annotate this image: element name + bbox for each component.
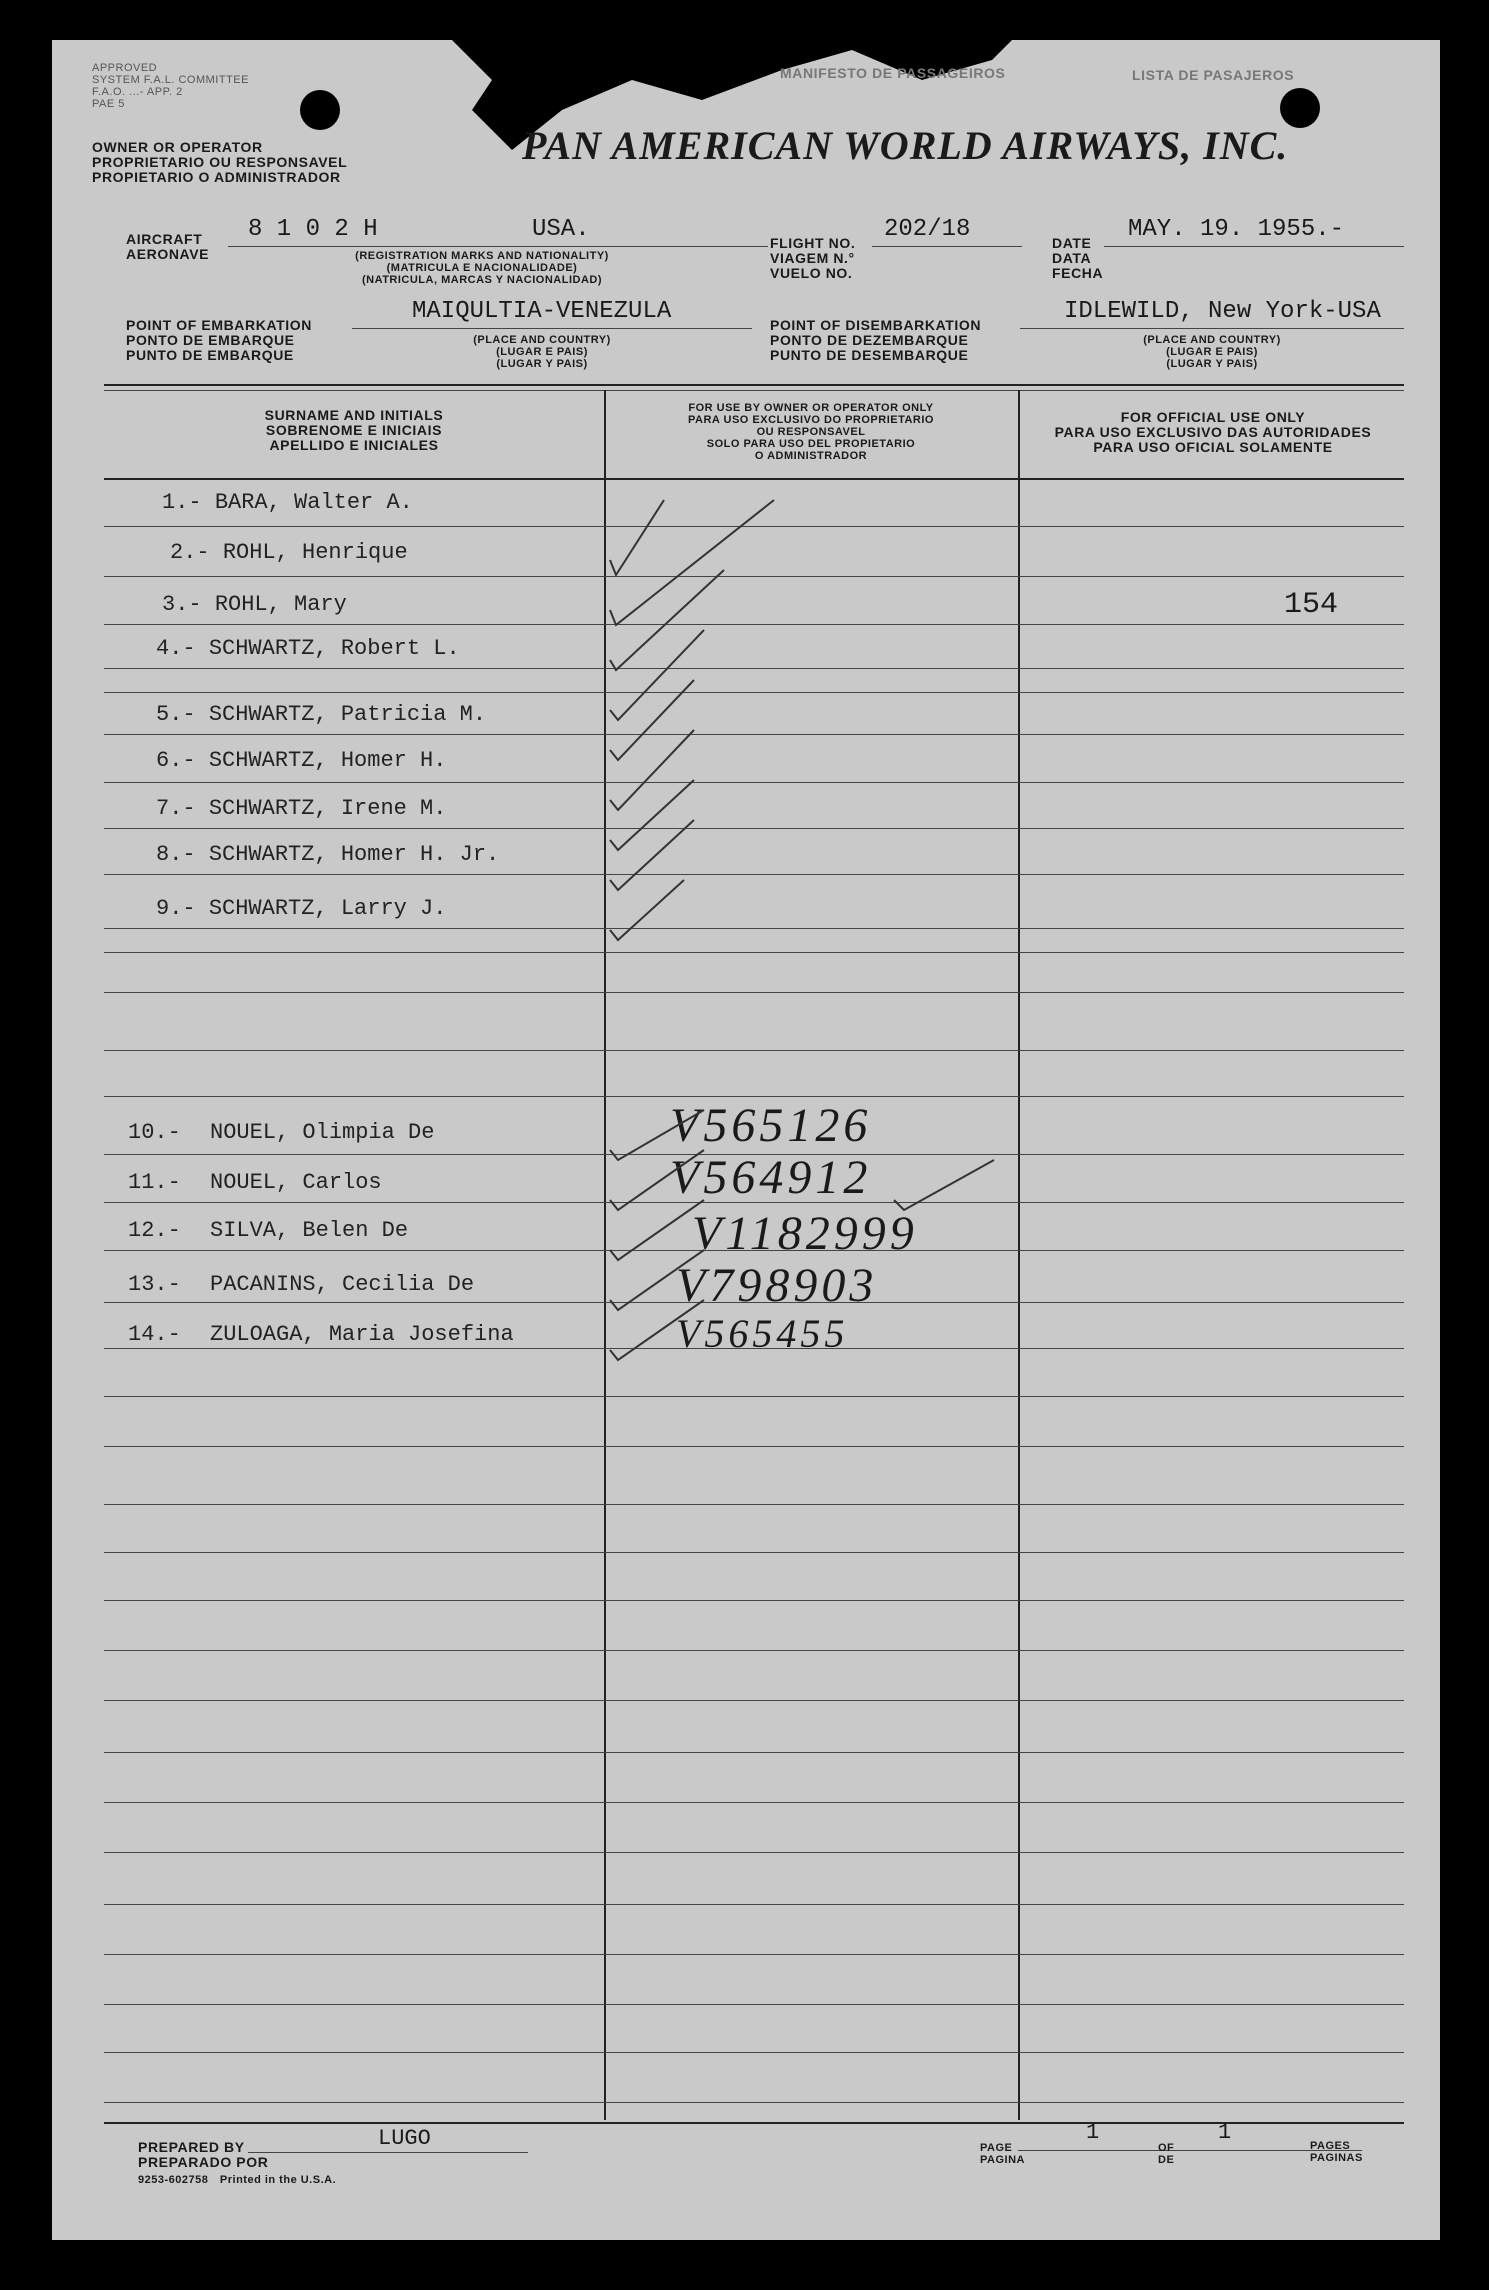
row-rule bbox=[104, 2004, 1404, 2005]
page-label: PAGE PAGINA bbox=[980, 2142, 1025, 2166]
check-mark bbox=[610, 680, 694, 760]
row-rule bbox=[104, 1802, 1404, 1803]
page-value: 1 bbox=[1086, 2120, 1100, 2145]
embark-value: MAIQULTIA-VENEZULA bbox=[412, 298, 672, 325]
passenger-name: ROHL, Mary bbox=[214, 592, 347, 617]
check-mark bbox=[610, 500, 664, 575]
form-number: 9253-602758 bbox=[138, 2174, 209, 2186]
check-marks bbox=[604, 480, 1024, 1400]
check-mark bbox=[610, 1110, 704, 1160]
passenger-number: 11.- bbox=[128, 1170, 181, 1195]
disembark-label: POINT OF DISEMBARKATION PONTO DE DEZEMBARQUE PUNTO DE DESEMBARQUE bbox=[770, 317, 982, 363]
embark-place-label: (PLACE AND COUNTRY) (LUGAR E PAIS) (LUGAR Y PAIS) bbox=[473, 334, 611, 370]
date-value: MAY. 19. 1955.- bbox=[1128, 216, 1345, 243]
official-note: 154 bbox=[1284, 588, 1339, 622]
passenger-number: 12.- bbox=[128, 1218, 181, 1243]
registration-label: (REGISTRATION MARKS AND NATIONALITY) (MATRICULA E NACIONALIDADE) (NATRICULA, MARCAS Y NACIONALIDAD) bbox=[355, 250, 609, 286]
manifest-sheet bbox=[52, 40, 1440, 2240]
owner-label: OWNER OR OPERATOR PROPRIETARIO OU RESPONSAVEL PROPIETARIO O ADMINISTRADOR bbox=[92, 139, 348, 185]
underline bbox=[248, 2152, 528, 2153]
prepared-label: PREPARED BY PREPARADO POR bbox=[138, 2139, 269, 2170]
check-mark bbox=[610, 880, 684, 940]
underline bbox=[872, 246, 1022, 247]
passenger-number: 14.- bbox=[128, 1322, 181, 1347]
row-rule bbox=[104, 1650, 1404, 1651]
date-label: DATE DATA FECHA bbox=[1052, 235, 1104, 281]
flight-label: FLIGHT NO. VIAGEM N.° VUELO NO. bbox=[770, 235, 856, 281]
passenger-number: 4.- bbox=[156, 636, 196, 661]
passenger-number: 2.- bbox=[170, 540, 210, 565]
table-top-rule bbox=[104, 390, 1404, 391]
of-value: 1 bbox=[1218, 2120, 1232, 2145]
row-rule bbox=[104, 1752, 1404, 1753]
passenger-name: NOUEL, Carlos bbox=[210, 1170, 382, 1195]
row-rule bbox=[104, 2102, 1404, 2103]
check-mark bbox=[610, 1250, 704, 1310]
check-mark bbox=[610, 1200, 704, 1260]
row-rule bbox=[104, 1904, 1404, 1905]
handwritten-document-number: V1182999 bbox=[692, 1207, 918, 1260]
underline bbox=[1104, 246, 1404, 247]
underline bbox=[228, 246, 768, 247]
handwritten-document-number: V565455 bbox=[676, 1311, 849, 1356]
company-name: PAN AMERICAN WORLD AIRWAYS, INC. bbox=[522, 123, 1289, 168]
disembark-value: IDLEWILD, New York-USA bbox=[1064, 298, 1381, 325]
passenger-number: 13.- bbox=[128, 1272, 181, 1297]
underline bbox=[1020, 328, 1404, 329]
embark-label: POINT OF EMBARKATION PONTO DE EMBARQUE PUNTO DE EMBARQUE bbox=[126, 317, 312, 363]
pages-label: PAGES PAGINAS bbox=[1310, 2140, 1363, 2164]
passenger-number: 9.- bbox=[156, 896, 196, 921]
title-pt: MANIFESTO DE PASSAGEIROS bbox=[780, 65, 1006, 81]
check-mark bbox=[610, 780, 694, 850]
handwritten-document-number: V564912 bbox=[670, 1151, 872, 1204]
underline bbox=[352, 328, 752, 329]
check-mark bbox=[610, 630, 704, 720]
flight-value: 202/18 bbox=[884, 216, 971, 243]
passenger-name: SCHWARTZ, Homer H. Jr. bbox=[208, 842, 500, 867]
passenger-number: 5.- bbox=[156, 702, 196, 727]
approval-block: APPROVED SYSTEM F.A.L. COMMITTEE F.A.O. ...- APP. 2 PAE 5 bbox=[92, 62, 249, 110]
table-top-rule bbox=[104, 384, 1404, 386]
passenger-name: SCHWARTZ, Robert L. bbox=[208, 636, 460, 661]
row-rule bbox=[104, 2052, 1404, 2053]
passenger-name: SCHWARTZ, Irene M. bbox=[208, 796, 447, 821]
passenger-name: ZULOAGA, Maria Josefina bbox=[210, 1322, 514, 1347]
passenger-number: 10.- bbox=[128, 1120, 181, 1145]
passenger-name: ROHL, Henrique bbox=[222, 540, 408, 565]
check-mark bbox=[610, 500, 774, 625]
check-mark bbox=[894, 1160, 994, 1210]
row-rule bbox=[104, 1954, 1404, 1955]
passenger-name: SCHWARTZ, Larry J. bbox=[208, 896, 447, 921]
check-mark bbox=[610, 1300, 704, 1360]
passenger-number: 8.- bbox=[156, 842, 196, 867]
passenger-name: SCHWARTZ, Homer H. bbox=[208, 748, 447, 773]
handwritten-document-number: V798903 bbox=[676, 1259, 878, 1312]
row-rule bbox=[104, 1446, 1404, 1447]
prepared-value: LUGO bbox=[378, 2126, 431, 2151]
of-label: OF DE bbox=[1158, 2142, 1175, 2166]
col2-header: FOR USE BY OWNER OR OPERATOR ONLY PARA USO EXCLUSIVO DO PROPRIETARIO OU RESPONSAVEL SOLO PARA USO DEL PROPIETARIO O ADMINISTRADOR bbox=[688, 402, 934, 462]
check-mark bbox=[610, 820, 694, 890]
disembark-place-label: (PLACE AND COUNTRY) (LUGAR E PAIS) (LUGAR Y PAIS) bbox=[1143, 334, 1281, 370]
aircraft-label: AIRCRAFT AERONAVE bbox=[126, 231, 210, 262]
col3-header: FOR OFFICIAL USE ONLY PARA USO EXCLUSIVO DAS AUTORIDADES PARA USO OFICIAL SOLAMENTE bbox=[1054, 409, 1372, 455]
row-rule bbox=[104, 1600, 1404, 1601]
passenger-name: NOUEL, Olimpia De bbox=[210, 1120, 435, 1145]
title-es: LISTA DE PASAJEROS bbox=[1132, 67, 1295, 83]
passenger-number: 7.- bbox=[156, 796, 196, 821]
aircraft-value: 8 1 0 2 H bbox=[248, 216, 378, 243]
passenger-name: SCHWARTZ, Patricia M. bbox=[208, 702, 487, 727]
passenger-name: SILVA, Belen De bbox=[210, 1218, 409, 1243]
passenger-number: 1.- bbox=[162, 490, 202, 515]
handwritten-document-number: V565126 bbox=[670, 1099, 872, 1152]
row-rule bbox=[104, 1700, 1404, 1701]
passenger-name: PACANINS, Cecilia De bbox=[210, 1272, 475, 1297]
punch-hole bbox=[300, 90, 340, 130]
check-mark bbox=[610, 730, 694, 810]
passenger-number: 6.- bbox=[156, 748, 196, 773]
passenger-number: 3.- bbox=[162, 592, 202, 617]
printed-note: Printed in the U.S.A. bbox=[219, 2174, 337, 2186]
nationality-value: USA. bbox=[532, 216, 590, 243]
passenger-name: BARA, Walter A. bbox=[214, 490, 413, 515]
row-rule bbox=[104, 1504, 1404, 1505]
check-mark bbox=[610, 1150, 704, 1210]
footer-rule bbox=[104, 2122, 1404, 2124]
col1-header: SURNAME AND INITIALS SOBRENOME E INICIAIS APELLIDO E INICIALES bbox=[264, 407, 444, 453]
row-rule bbox=[104, 1852, 1404, 1853]
row-rule bbox=[104, 1552, 1404, 1553]
